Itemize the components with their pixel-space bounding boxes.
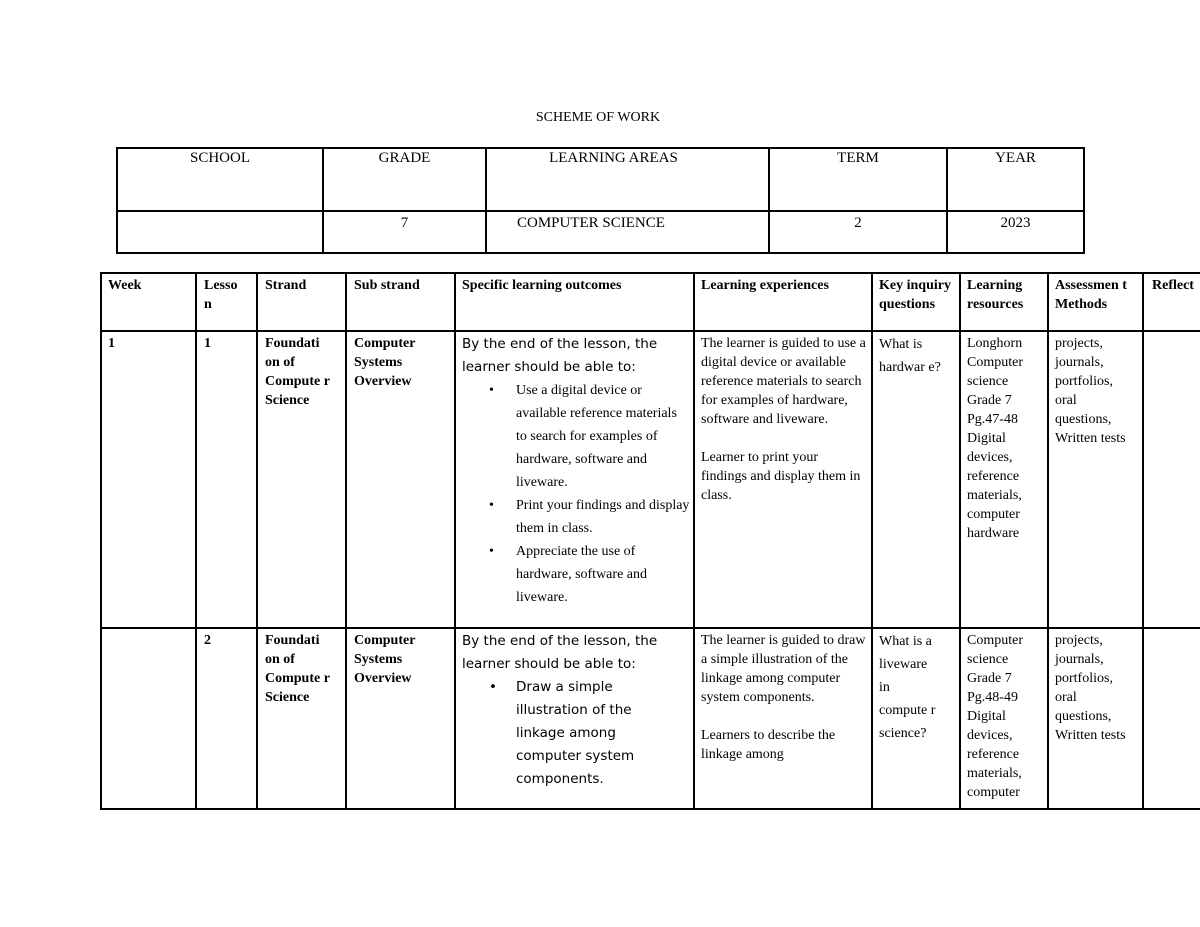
header-value-grade: 7 [400, 215, 409, 231]
outcomes-intro: By the end of the lesson, the learner should be able to: [462, 633, 658, 672]
outcomes-list [462, 379, 690, 609]
header-label-term: TERM [837, 150, 879, 166]
header-label-year: YEAR [995, 150, 1036, 166]
experience-paragraph: The learner is guided to draw a simple illustration of the linkage among computer system components. [701, 633, 866, 705]
resources-cell: Computer science Grade 7 Pg.48-49 Digital devices, reference materials, computer [967, 633, 1023, 800]
column-header-experiences: Learning experiences [701, 278, 829, 293]
week-cell: 1 [108, 336, 115, 351]
list-item: • Appreciate the use of hardware, software and liveware. [489, 544, 647, 605]
page-title: SCHEME OF WORK [535, 110, 661, 125]
column-header-strand: Strand [265, 278, 307, 293]
outcomes-list [462, 676, 690, 791]
experience-paragraph: Learners to describe the linkage among [701, 728, 836, 762]
experiences-cell [701, 334, 867, 505]
column-header-resources: Learning resources [967, 278, 1024, 312]
header-label-school: SCHOOL [189, 150, 250, 166]
assessment-cell: projects, journals, portfolios, oral questions, Written tests [1055, 633, 1126, 743]
inquiry-cell: What is a liveware in compute r science? [879, 634, 936, 741]
column-header-assessment: Assessmen t Methods [1055, 278, 1127, 312]
column-header-week: Week [108, 278, 142, 293]
strand-cell: Foundati on of Compute r Science [265, 633, 330, 705]
column-header-sub-strand: Sub strand [354, 278, 420, 293]
outcomes-cell [462, 333, 690, 627]
lesson-cell: 2 [204, 633, 211, 648]
sub-strand-cell: Computer Systems Overview [354, 336, 416, 389]
outcomes-cell [462, 630, 690, 808]
header-value-term: 2 [854, 215, 862, 231]
header-value-learning-area: COMPUTER SCIENCE [517, 215, 665, 231]
assessment-cell: projects, journals, portfolios, oral questions, Written tests [1055, 336, 1126, 446]
outcomes-intro: By the end of the lesson, the learner should be able to: [462, 336, 658, 375]
column-header-outcomes: Specific learning outcomes [462, 278, 622, 293]
experience-paragraph: Learner to print your findings and display them in class. [701, 450, 861, 503]
header-value-year: 2023 [1000, 215, 1031, 231]
list-item: • Print your findings and display them in class. [489, 498, 690, 536]
sub-strand-cell: Computer Systems Overview [354, 633, 416, 686]
list-item: • Draw a simple illustration of the linkage among computer system components. [489, 679, 635, 787]
lesson-cell: 1 [204, 336, 211, 351]
header-label-grade: GRADE [378, 150, 431, 166]
column-header-lesson: Lesso n [204, 278, 238, 312]
experiences-cell [701, 631, 869, 808]
inquiry-cell: What is hardwar e? [879, 337, 941, 375]
header-label-learning-areas: LEARNING AREAS [549, 150, 678, 166]
resources-cell: Longhorn Computer science Grade 7 Pg.47-48 Digital devices, reference materials, computer hardware [967, 336, 1023, 541]
column-header-reflection: Reflect [1152, 278, 1194, 293]
strand-cell: Foundati on of Compute r Science [265, 336, 330, 408]
list-item: • Use a digital device or available reference materials to search for examples of hardware, software and liveware. [489, 383, 677, 490]
column-header-inquiry: Key inquiry questions [879, 278, 951, 312]
experience-paragraph: The learner is guided to use a digital device or available reference materials to search for examples of hardware, software and liveware. [701, 336, 866, 427]
